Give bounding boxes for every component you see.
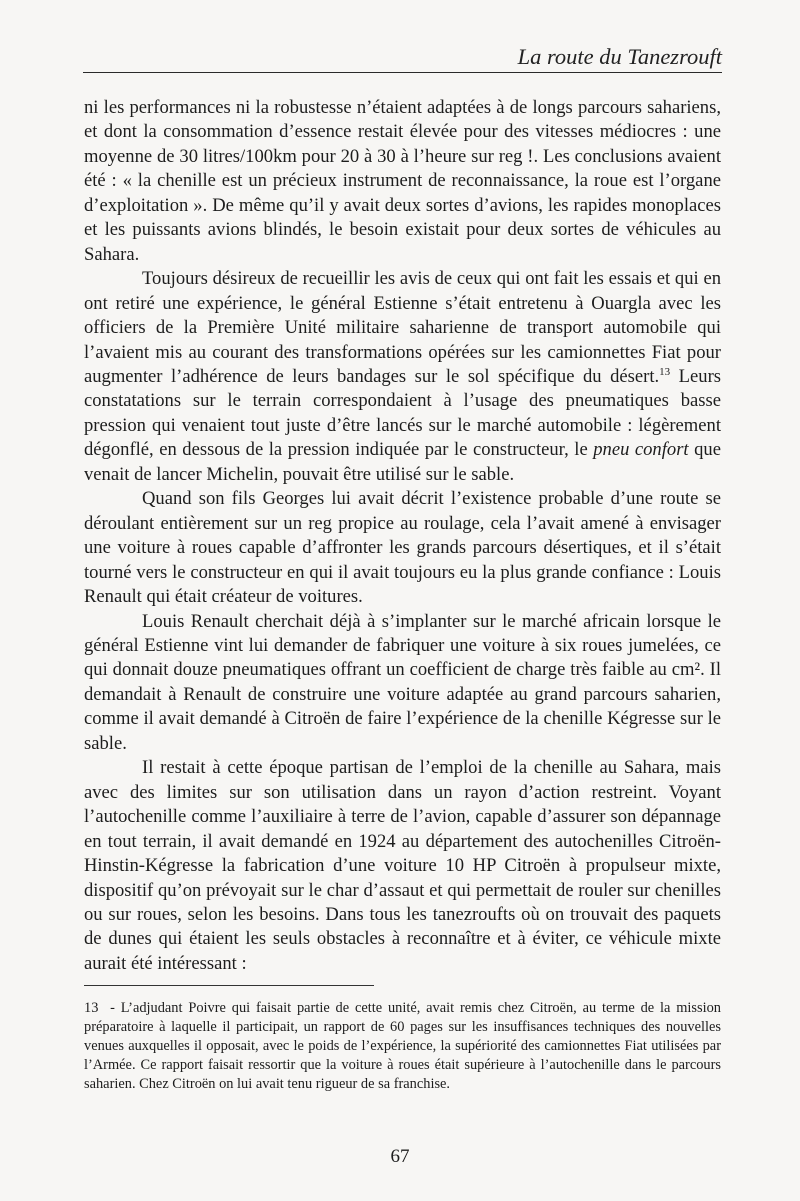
footnote-text: - L’adjudant Poivre qui faisait partie de cette unité, avait remis chez Citroën, au terme de la mission préparatoire à laquelle il participait, un rapport de 60 pages sur les insuffisances techniques des nouvelles venues auxquelles il opposait, avec le poids de l’expérience, la supériorité des camionnettes Fiat utilisées par l’Armée. Ce rapport faisait ressortir que la voiture à roues était supérieure à l’autochenille dans le parcours saharien. Chez Citroën on lui avait tenu rigueur de sa franchise. xyxy=(84,1000,721,1093)
header-rule xyxy=(83,72,722,73)
body-text xyxy=(84,96,721,976)
footnote-ref-13: 13 xyxy=(659,365,671,378)
paragraph-2 xyxy=(84,267,721,487)
pneu-confort-italic: pneu confort xyxy=(593,439,689,461)
paragraph-2-text-before: Toujours désireux de recueillir les avis de ceux qui ont fait les essais et qui en ont retiré une expérience, le général Estienne s’était entretenu à Ouargla avec les officiers de la Première Unité militaire saharienne de transport automobile qui l’avaient mis au courant des transformations opérées sur les camionnettes Fiat pour augmenter l’adhérence de leurs bandages sur le sol spécifique du désert. xyxy=(84,268,721,387)
paragraph-3: Quand son fils Georges lui avait décrit l’existence probable d’une route se déroulant entièrement sur un reg propice au roulage, cela l’avait amené à envisager une voiture à roues capable d’affronter les grands parcours désertiques, et il s’était tourné vers le constructeur en qui il avait toujours eu la plus grande confiance : Louis Renault qui était créateur de voitures. xyxy=(84,488,721,608)
paragraph-4: Louis Renault cherchait déjà à s’implanter sur le marché africain lorsque le général Estienne vint lui demander de fabriquer une voiture à six roues jumelées, ce qui donnait douze pneumatiques offrant un coefficient de charge très faible au cm². Il demandait à Renault de construire une voiture adaptée au grand parcours saharien, comme il avait demandé à Citroën de faire l’expérience de la chenille Kégresse sur le sable. xyxy=(84,610,721,754)
footnote-number: 13 xyxy=(84,1000,99,1016)
footnote xyxy=(84,999,721,1094)
footnote-rule xyxy=(84,985,374,986)
paragraph-5: Il restait à cette époque partisan de l’emploi de la chenille au Sahara, mais avec des limites sur son utilisation dans un rayon d’action restreint. Voyant l’autochenille comme l’auxiliaire à terre de l’avion, capable d’assurer son dépannage en tout terrain, il avait demandé en 1924 au département des autochenilles Citroën-Hinstin-Kégresse la fabrication d’une voiture 10 HP Citroën à propulseur mixte, dispositif qu’on prévoyait sur le char d’assaut et qui permettait de rouler sur chenilles ou sur roues, selon les besoins. Dans tous les tanezroufts où on trouvait des paquets de dunes qui étaient les seuls obstacles à reconnaître et à éviter, ce véhicule mixte aurait été intéressant : xyxy=(84,757,721,974)
paragraph-2-text-after: que venait de lancer Michelin, pouvait être utilisé sur le sable. xyxy=(84,439,721,485)
running-header-title: La route du Tanezrouft xyxy=(517,44,722,69)
page-number: 67 xyxy=(390,1146,410,1167)
paragraph-2-text-mid: Leurs constatations sur le terrain correspondaient à l’usage des pneumatiques basse pression qui venaient tout juste d’être lancés sur le marché automobile : légèrement dégonflé, en dessous de la pression indiquée par le constructeur, le xyxy=(84,365,721,461)
footnote-13 xyxy=(84,999,721,1094)
paragraph-1: ni les performances ni la robustesse n’étaient adaptées à de longs parcours sahariens, et dont la consommation d’essence restait élevée pour des vitesses médiocres : une moyenne de 30 litres/100km pour 20 à 30 à l’heure sur reg !. Les conclusions avaient été : « la chenille est un précieux instrument de reconnaissance, la roue est l’organe d’exploitation ». De même qu’il y avait deux sortes d’avions, les rapides monoplaces et les puissants avions blindés, le besoin existait pour deux sortes de véhicules au Sahara. xyxy=(84,97,721,265)
